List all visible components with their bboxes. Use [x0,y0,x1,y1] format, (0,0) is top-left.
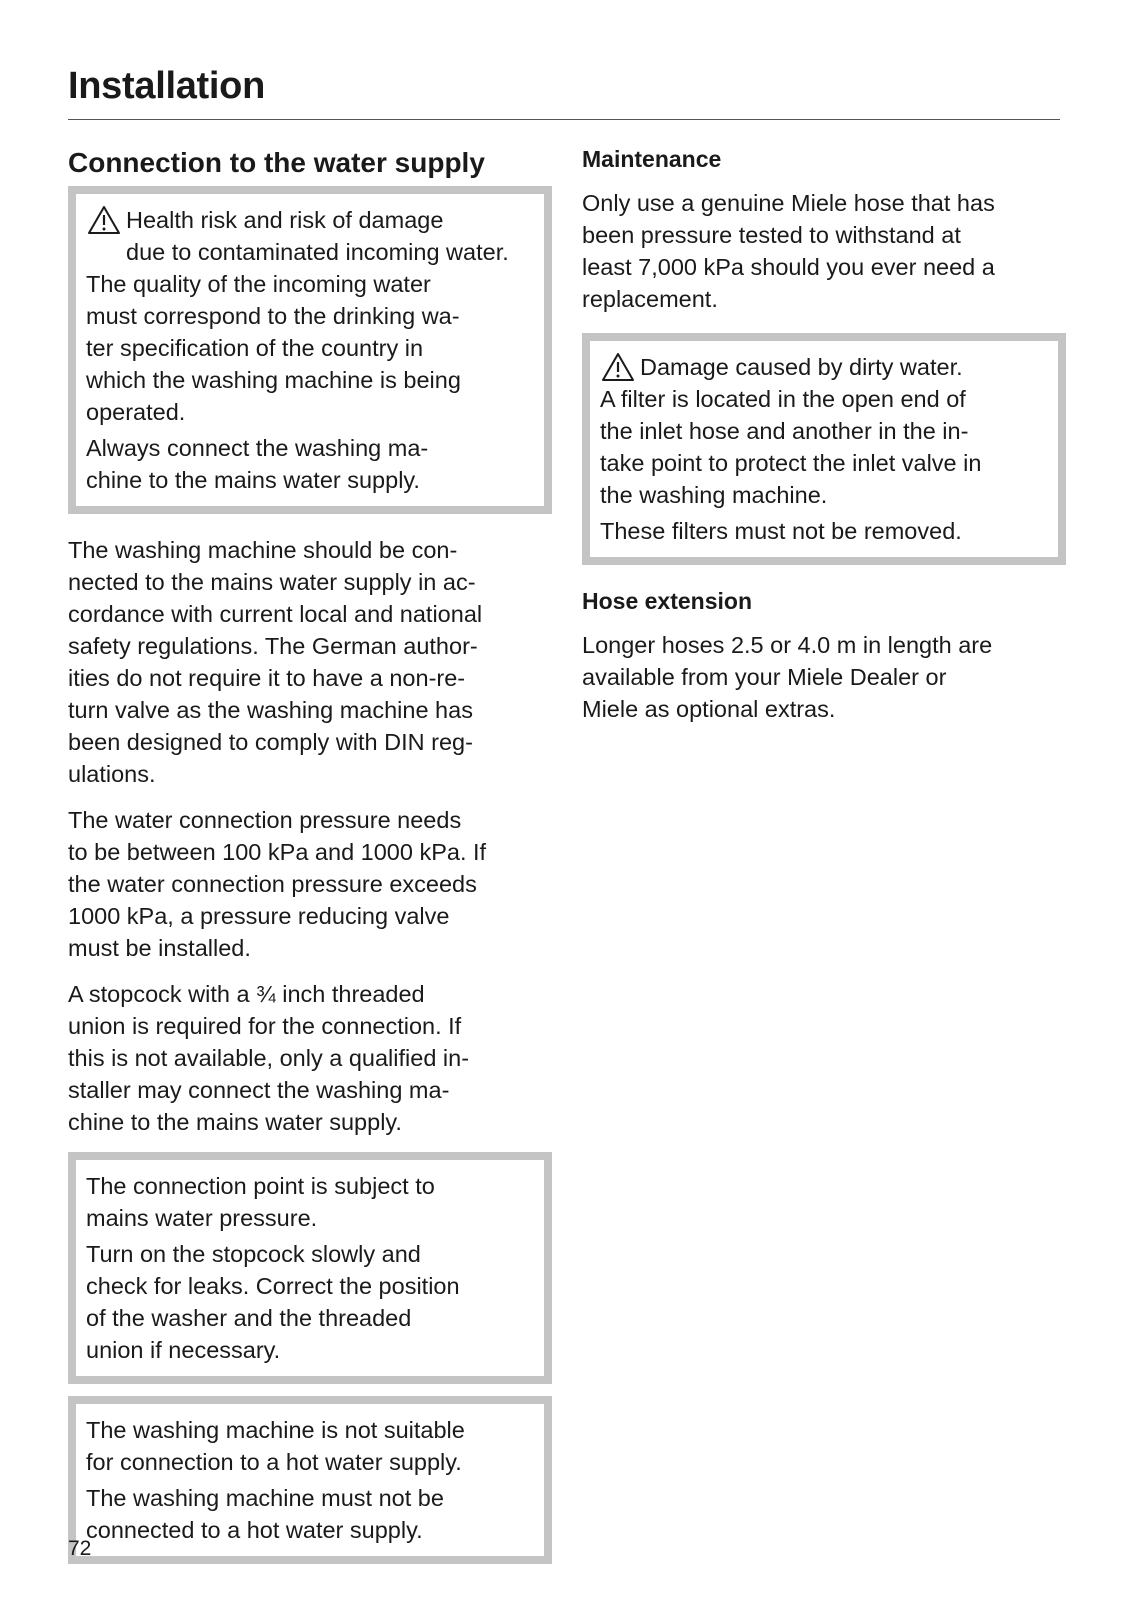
info-box-hot-water [68,1396,552,1564]
right-column [582,145,1066,739]
warning-lead-text: Damage caused by dirty water. [640,353,963,380]
page-title: Installation [68,65,265,107]
warning-box-dirty-water [582,333,1066,565]
warning-lead-text: Health risk and risk of damage due to contaminated incoming water. [126,207,509,265]
paragraph-regulations: The washing machine should be con- nected to the mains water supply in ac- cordance with current local and national safety regulations. The German author- ities do not require it to have a non-re- turn valve as the washing machine has been designed to comply with DIN reg- ulations. [68,537,483,787]
warning-triangle-icon [86,204,122,236]
info-text-hot-connect: The washing machine must not be connected to a hot water supply. [86,1485,444,1543]
info-box-water-pressure [68,1152,552,1384]
paragraph-pressure: The water connection pressure needs to be between 100 kPa and 1000 kPa. If the water connection pressure exceeds 1000 kPa, a pressure reducing valve must be installed. [68,807,487,961]
warning-text-filter: A filter is located in the open end of the inlet hose and another in the in- take point to protect the inlet valve in the washing machine. [600,385,982,508]
warning-lead-line [86,204,534,268]
section-title-water-supply: Connection to the water supply [68,147,485,178]
info-text-hot-suitable: The washing machine is not suitable for connection to a hot water supply. [86,1417,465,1475]
section-title-maintenance: Maintenance [582,146,722,172]
warning-box-contamination [68,186,552,514]
header-divider [68,119,1060,120]
left-column [68,145,552,1576]
info-text-pressure: The connection point is subject to mains water pressure. [86,1173,435,1231]
warning-text-remove: These filters must not be removed. [600,517,962,544]
paragraph-hose-extension: Longer hoses 2.5 or 4.0 m in length are available from your Miele Dealer or Miele as optional extras. [582,631,993,722]
warning-text-connect: Always connect the washing ma- chine to the mains water supply. [86,435,429,493]
info-text-stopcock: Turn on the stopcock slowly and check for leaks. Correct the position of the washer and the threaded union if necessary. [86,1241,460,1363]
paragraph-stopcock: A stopcock with a ¾ inch threaded union is required for the connection. If this is not available, only a qualified in- staller may connect the washing ma- chine to the mains water supply. [68,981,470,1135]
section-title-hose-extension: Hose extension [582,587,752,614]
warning-triangle-icon [600,351,636,383]
warning-text-quality: The quality of the incoming water must correspond to the drinking wa- ter specification of the country in which the washing machine is being operated. [86,271,461,425]
warning-lead-line [600,351,1048,383]
page-number: 72 [68,1537,92,1560]
paragraph-maintenance: Only use a genuine Miele hose that has been pressure tested to withstand at least 7,000 kPa should you ever need a replacement. [582,189,995,312]
